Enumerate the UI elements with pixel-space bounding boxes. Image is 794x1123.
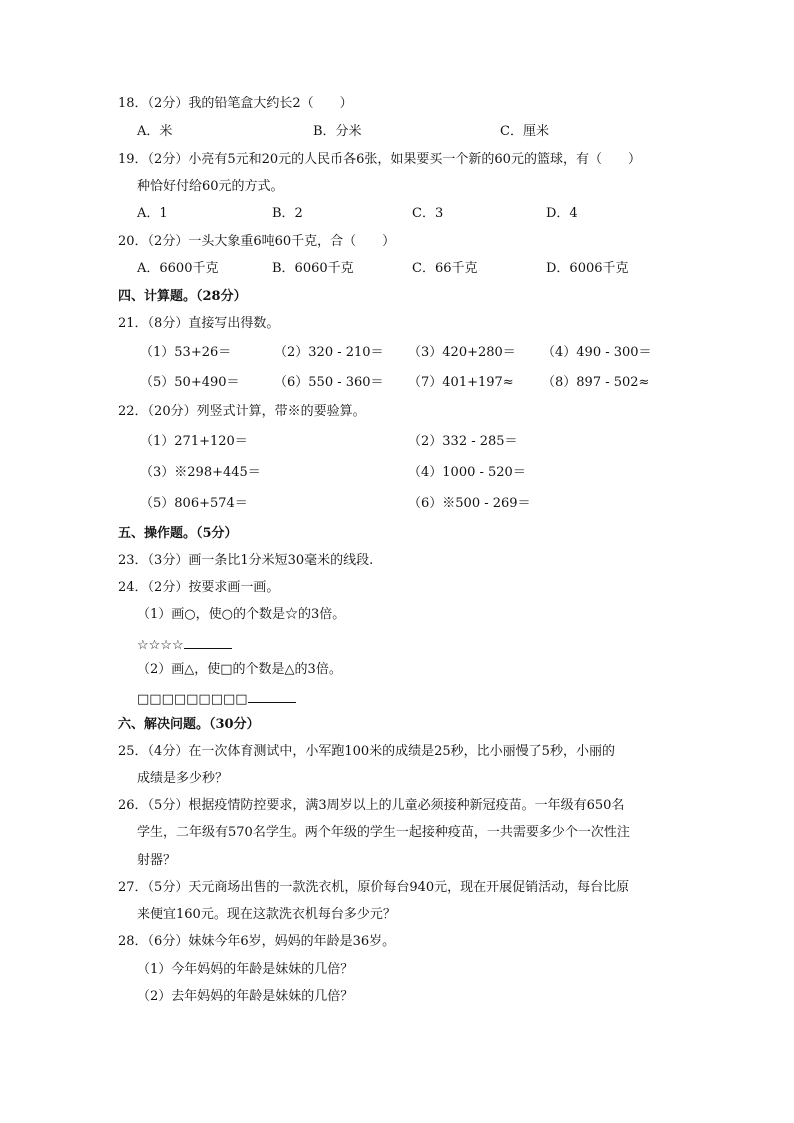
q27-line2: 来便宜160元。现在这款洗衣机每台多少元？ xyxy=(137,907,396,922)
q24-stars-row xyxy=(137,634,232,655)
q21-item: （7）401+197≈ xyxy=(408,375,514,390)
q26-line3: 射器？ xyxy=(137,853,177,868)
q22-item: （3）※298+445＝ xyxy=(140,465,261,480)
q22-item: （1）271+120＝ xyxy=(140,434,248,449)
q25-line1: 25．（4分）在一次体育测试中，小军跑100米的成绩是25秒，比小丽慢了5秒，小丽的 xyxy=(118,744,615,759)
q22-item: （5）806+574＝ xyxy=(140,496,248,511)
q28-part1: （1）今年妈妈的年龄是妹妹的几倍？ xyxy=(137,962,354,977)
q20-option-a: A．6600千克 xyxy=(137,261,219,276)
q22-stem: 22．（20分）列竖式计算，带※的要验算。 xyxy=(118,404,366,419)
answer-blank[interactable] xyxy=(184,634,232,649)
section-5-title: 五、操作题。（5分） xyxy=(118,526,238,541)
q24-squares-row xyxy=(137,688,296,709)
q21-item: （1）53+26＝ xyxy=(140,345,232,360)
q21-item: （4）490 - 300＝ xyxy=(542,345,652,360)
q19-option-c: C．3 xyxy=(412,206,444,221)
q26-line2: 学生，二年级有570名学生。两个年级的学生一起接种疫苗，一共需要多少个一次性注 xyxy=(137,825,630,840)
q18-option-c: C．厘米 xyxy=(500,124,549,139)
q19-option-d: D．4 xyxy=(546,206,578,221)
q18-stem: 18．（2分）我的铅笔盒大约长2（ ） xyxy=(118,96,353,111)
q22-item: （6）※500 - 269＝ xyxy=(408,496,531,511)
q19-stem: 19．（2分）小亮有5元和20元的人民币各6张，如果要买一个新的60元的篮球，有（ ） xyxy=(118,152,641,167)
q19-option-b: B．2 xyxy=(272,206,303,221)
q21-item: （3）420+280＝ xyxy=(408,345,516,360)
q20-option-d: D．6006千克 xyxy=(546,261,629,276)
q24-part2: （2）画△，使□的个数是△的3倍。 xyxy=(137,662,342,677)
q21-item: （6）550 - 360＝ xyxy=(274,375,384,390)
q26-line1: 26．（5分）根据疫情防控要求，满3周岁以上的儿童必须接种新冠疫苗。一年级有650名 xyxy=(118,798,625,813)
q21-stem: 21．（8分）直接写出得数。 xyxy=(118,316,280,331)
squares: □□□□□□□□□ xyxy=(137,692,248,707)
q20-option-b: B．6060千克 xyxy=(272,261,354,276)
q27-line1: 27．（5分）天元商场出售的一款洗衣机，原价每台940元，现在开展促销活动，每台比原 xyxy=(118,880,630,895)
q24-part1: （1）画○，使○的个数是☆的3倍。 xyxy=(137,607,346,622)
stars: ☆☆☆☆ xyxy=(137,638,184,653)
answer-blank[interactable] xyxy=(248,688,296,703)
q19-option-a: A．1 xyxy=(137,206,168,221)
q23-stem: 23．（3分）画一条比1分米短30毫米的线段. xyxy=(118,553,374,568)
q24-stem: 24．（2分）按要求画一画。 xyxy=(118,580,280,595)
q22-item: （2）332 - 285＝ xyxy=(408,434,518,449)
q21-item: （5）50+490＝ xyxy=(140,375,240,390)
q20-stem: 20．（2分）一头大象重6吨60千克，合（ ） xyxy=(118,234,396,249)
q18-option-a: A．米 xyxy=(137,124,173,139)
q22-item: （4）1000 - 520＝ xyxy=(408,465,526,480)
q21-item: （8）897 - 502≈ xyxy=(542,375,650,390)
section-4-title: 四、计算题。（28分） xyxy=(118,289,247,304)
q19-stem-cont: 种恰好付给60元的方式。 xyxy=(137,179,284,194)
q20-option-c: C．66千克 xyxy=(412,261,478,276)
q28-stem: 28．（6分）妹妹今年6岁，妈妈的年龄是36岁。 xyxy=(118,934,396,949)
q18-option-b: B．分米 xyxy=(313,124,362,139)
q21-item: （2）320 - 210＝ xyxy=(274,345,384,360)
q25-line2: 成绩是多少秒？ xyxy=(137,771,229,786)
q28-part2: （2）去年妈妈的年龄是妹妹的几倍？ xyxy=(137,989,354,1004)
section-6-title: 六、解决问题。（30分） xyxy=(118,717,260,732)
